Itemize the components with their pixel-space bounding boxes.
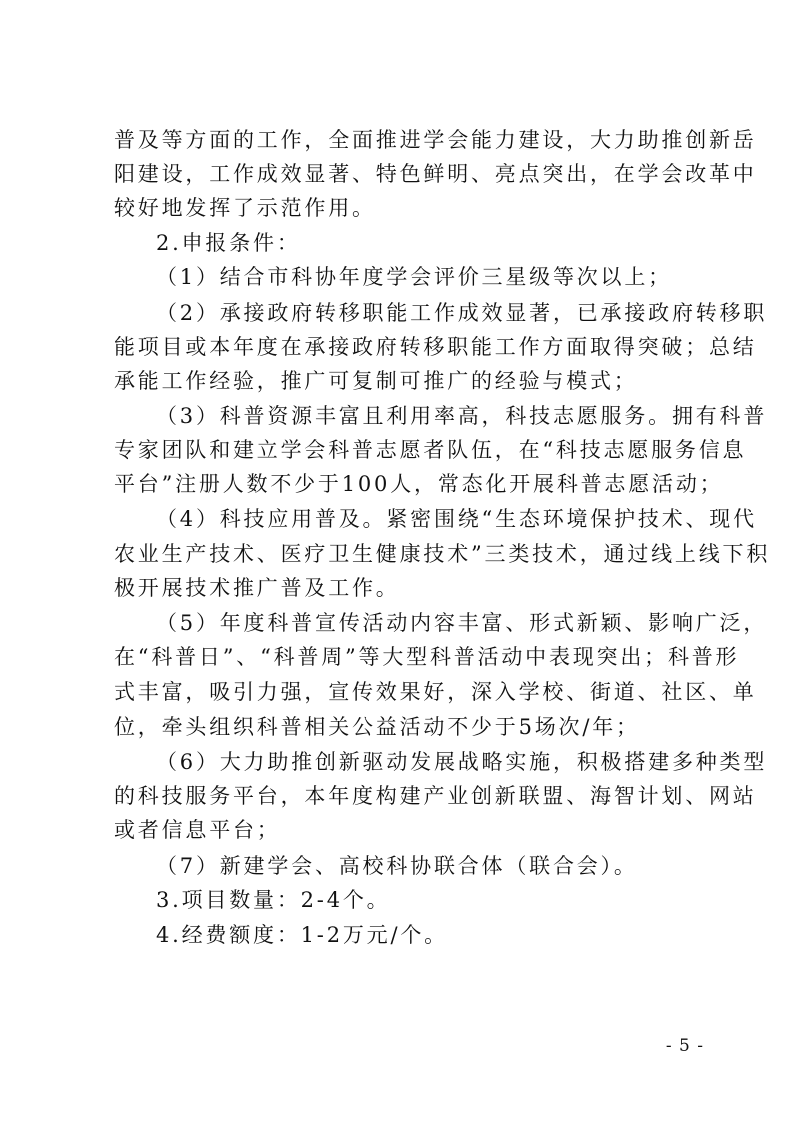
condition-2-line-2: 能项目或本年度在承接政府转移职能工作方面取得突破；总结 [114,335,757,359]
condition-1: （1）结合市科协年度学会评价三星级等次以上； [156,265,672,289]
text-line-1: 普及等方面的工作，全面推进学会能力建设，大力助推创新岳 [114,128,757,152]
page-number: - 5 - [665,1036,704,1056]
condition-3-line-2: 专家团队和建立学会科普志愿者队伍，在“科技志愿服务信息 [114,438,747,462]
section-heading-application-conditions: 2.申报条件： [156,231,301,255]
condition-7: （7）新建学会、高校科协联合体（联合会）。 [156,854,638,878]
funding-amount: 4.经费额度：1-2万元/个。 [156,923,448,947]
condition-5-line-2: 在“科普日”、“科普周”等大型科普活动中表现突出；科普形 [114,645,740,669]
condition-6-line-2: 的科技服务平台，本年度构建产业创新联盟、海智计划、网站 [114,784,757,808]
condition-2-line-3: 承能工作经验，推广可复制可推广的经验与模式； [114,369,638,393]
condition-6-line-3: 或者信息平台； [114,818,281,842]
condition-6-line-1: （6）大力助推创新驱动发展战略实施，积极搭建多种类型 [156,750,768,774]
text-line-3: 较好地发挥了示范作用。 [114,196,376,220]
condition-5-line-4: 位，牵头组织科普相关公益活动不少于5场次/年； [114,715,640,739]
condition-4-line-2: 农业生产技术、医疗卫生健康技术”三类技术，通过线上线下积 [114,542,771,566]
condition-4-line-1: （4）科技应用普及。紧密围绕“生态环境保护技术、现代 [156,507,757,531]
condition-4-line-3: 极开展技术推广普及工作。 [114,576,400,600]
condition-3-line-1: （3）科普资源丰富且利用率高，科技志愿服务。拥有科普 [156,404,768,428]
project-quantity: 3.项目数量：2-4个。 [156,888,391,912]
condition-5-line-1: （5）年度科普宣传活动内容丰富、形式新颖、影响广泛， [156,611,768,635]
text-line-2: 阳建设，工作成效显著、特色鲜明、亮点突出，在学会改革中 [114,162,757,186]
condition-5-line-3: 式丰富，吸引力强，宣传效果好，深入学校、街道、社区、单 [114,680,757,704]
condition-3-line-3: 平台”注册人数不少于100人，常态化开展科普志愿活动； [114,472,724,496]
condition-2-line-1: （2）承接政府转移职能工作成效显著，已承接政府转移职 [156,301,768,325]
